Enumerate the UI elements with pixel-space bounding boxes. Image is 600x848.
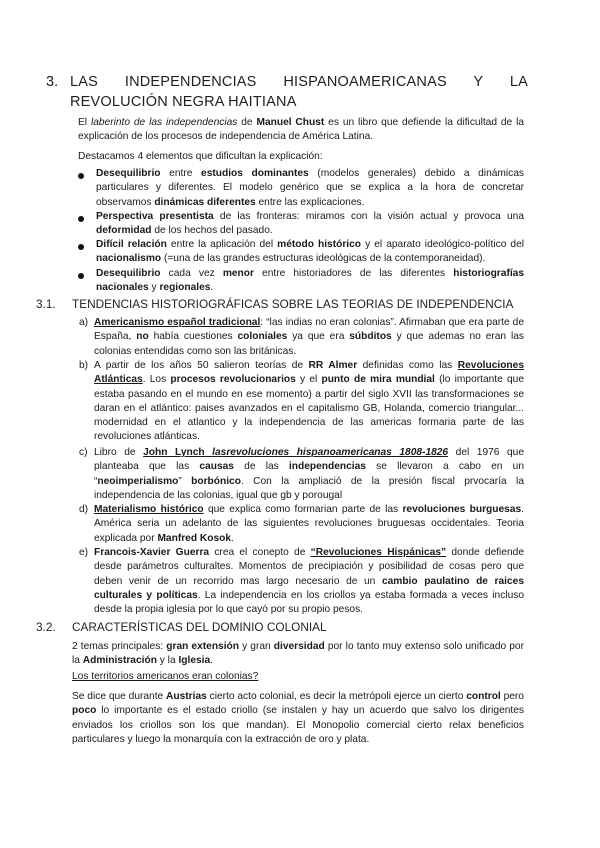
list-label: a) xyxy=(79,317,89,328)
section-title: LAS INDEPENDENCIAS HISPANOAMERICANAS Y LA REVOLUCIÓN NEGRA HAITIANA xyxy=(70,74,528,110)
question-heading: Los territorios americanos eran colonias? xyxy=(72,671,259,682)
subsection-number: 3.1. xyxy=(36,297,56,311)
list-item: Materialismo histórico que explica como formarian parte de las revoluciones burguesas. América seria un adelanto de las siguientes revoluciones bruguesas occidentales. Teoria explicada por Manfred Kosok. xyxy=(94,504,524,544)
section-number: 3. xyxy=(46,74,59,90)
bullet-dot xyxy=(78,216,84,222)
subsection-title: TENDENCIAS HISTORIOGRÁFICAS SOBRE LAS TEORIAS DE INDEPENDENCIA xyxy=(72,297,514,311)
bullet-item: Difícil relación entre la aplicación del método histórico y el aparato ideológico-político del nacionalismo (=una de las grandes estructuras ideológicas de la contemporaneidad). xyxy=(96,239,525,265)
list-label: e) xyxy=(79,547,89,558)
list-item: A partir de los años 50 salieron teorías de RR Almer definidas como las Revoluciones Atlánticas. Los procesos revolucionarios y el punto de mira mundial (lo importante que estaba pasando en el mundo en ese momento) a partir del siglo XVII las transformaciones se daran en el atlántico: paises avanzados en el capitalismo GB, Holanda, comercio triangular... modernidad en el atlantico y la independencia de las americas formaria parte de las revoluciones atlánticas. xyxy=(94,360,524,443)
intro-paragraph: El laberinto de las independencias de Manuel Chust es un libro que defiende la dificultad de la explicación de los procesos de independencia de América Latina. xyxy=(78,117,525,143)
subsection-title: CARACTERÍSTICAS DEL DOMINIO COLONIAL xyxy=(72,620,327,634)
bullet-item: Perspectiva presentista de las fronteras: miramos con la visión actual y provoca una deformidad de los hechos del pasado. xyxy=(96,211,524,237)
paragraph: 2 temas principales: gran extensión y gran diversidad por lo tanto muy extenso solo unificado por la Administración y la Iglesia. xyxy=(72,641,524,667)
paragraph: Se dice que durante Austrias cierto acto colonial, es decir la metrópoli ejerce un cierto control pero poco lo importante es el estado criollo (se instalen y hay un acuerdo que salvo los dirigentes enviados los criollos son los que mandan). El Monopolio comercial cierto relax beneficios particulares y luego la monarquía con la extracción de oro y plata. xyxy=(72,691,524,745)
bullet-item: Desequilibrio cada vez menor entre historiadores de las diferentes historiografías nacionales y regionales. xyxy=(96,268,524,294)
list-label: d) xyxy=(79,504,89,515)
bullet-dot xyxy=(78,173,84,179)
list-item: Libro de John Lynch lasrevoluciones hispanoamericanas 1808-1826 del 1976 que planteaba que las causas de las independencias se llevaron a cabo en un “neoimperialismo” borbónico. Con la ampliació de la presión fiscal prvocaría la independencia de las colonias, igual que gb y porougal xyxy=(94,447,525,501)
intro-paragraph-2: Destacamos 4 elementos que dificultan la explicación: xyxy=(78,151,323,162)
list-label: c) xyxy=(79,447,88,458)
bullet-item: Desequilibrio entre estudios dominantes (modelos generales) debido a dinámicas particulares y diferentes. El modelo genérico que se explica a la hora de concretar observamos dinámicas diferentes entre las explicaciones. xyxy=(96,168,525,208)
list-item: Francois-Xavier Guerra crea el conepto de “Revoluciones Hispánicas” donde defiende desde parámetros culturaltes. Momentos de precipiación y posibilidad de cosas pero que deben venir de un recorrido mas largo necesario de un cambio paulatino de raices culturales y políticas. La independencia en los criollos ya estaba formada a veces incluso desde la propia iglesia por lo que cayó por su propio pesos. xyxy=(94,547,525,616)
list-item: Americanismo español tradicional: “las indias no eran colonias”. Afirmaban que era parte de España, no había cuestiones coloniales ya que era súbditos y que ademas no eran las colonias entendidas como son las británicas. xyxy=(94,317,524,357)
subsection-number: 3.2. xyxy=(36,620,56,634)
list-label: b) xyxy=(79,360,89,371)
bullet-dot xyxy=(78,273,84,279)
bullet-dot xyxy=(78,244,84,250)
